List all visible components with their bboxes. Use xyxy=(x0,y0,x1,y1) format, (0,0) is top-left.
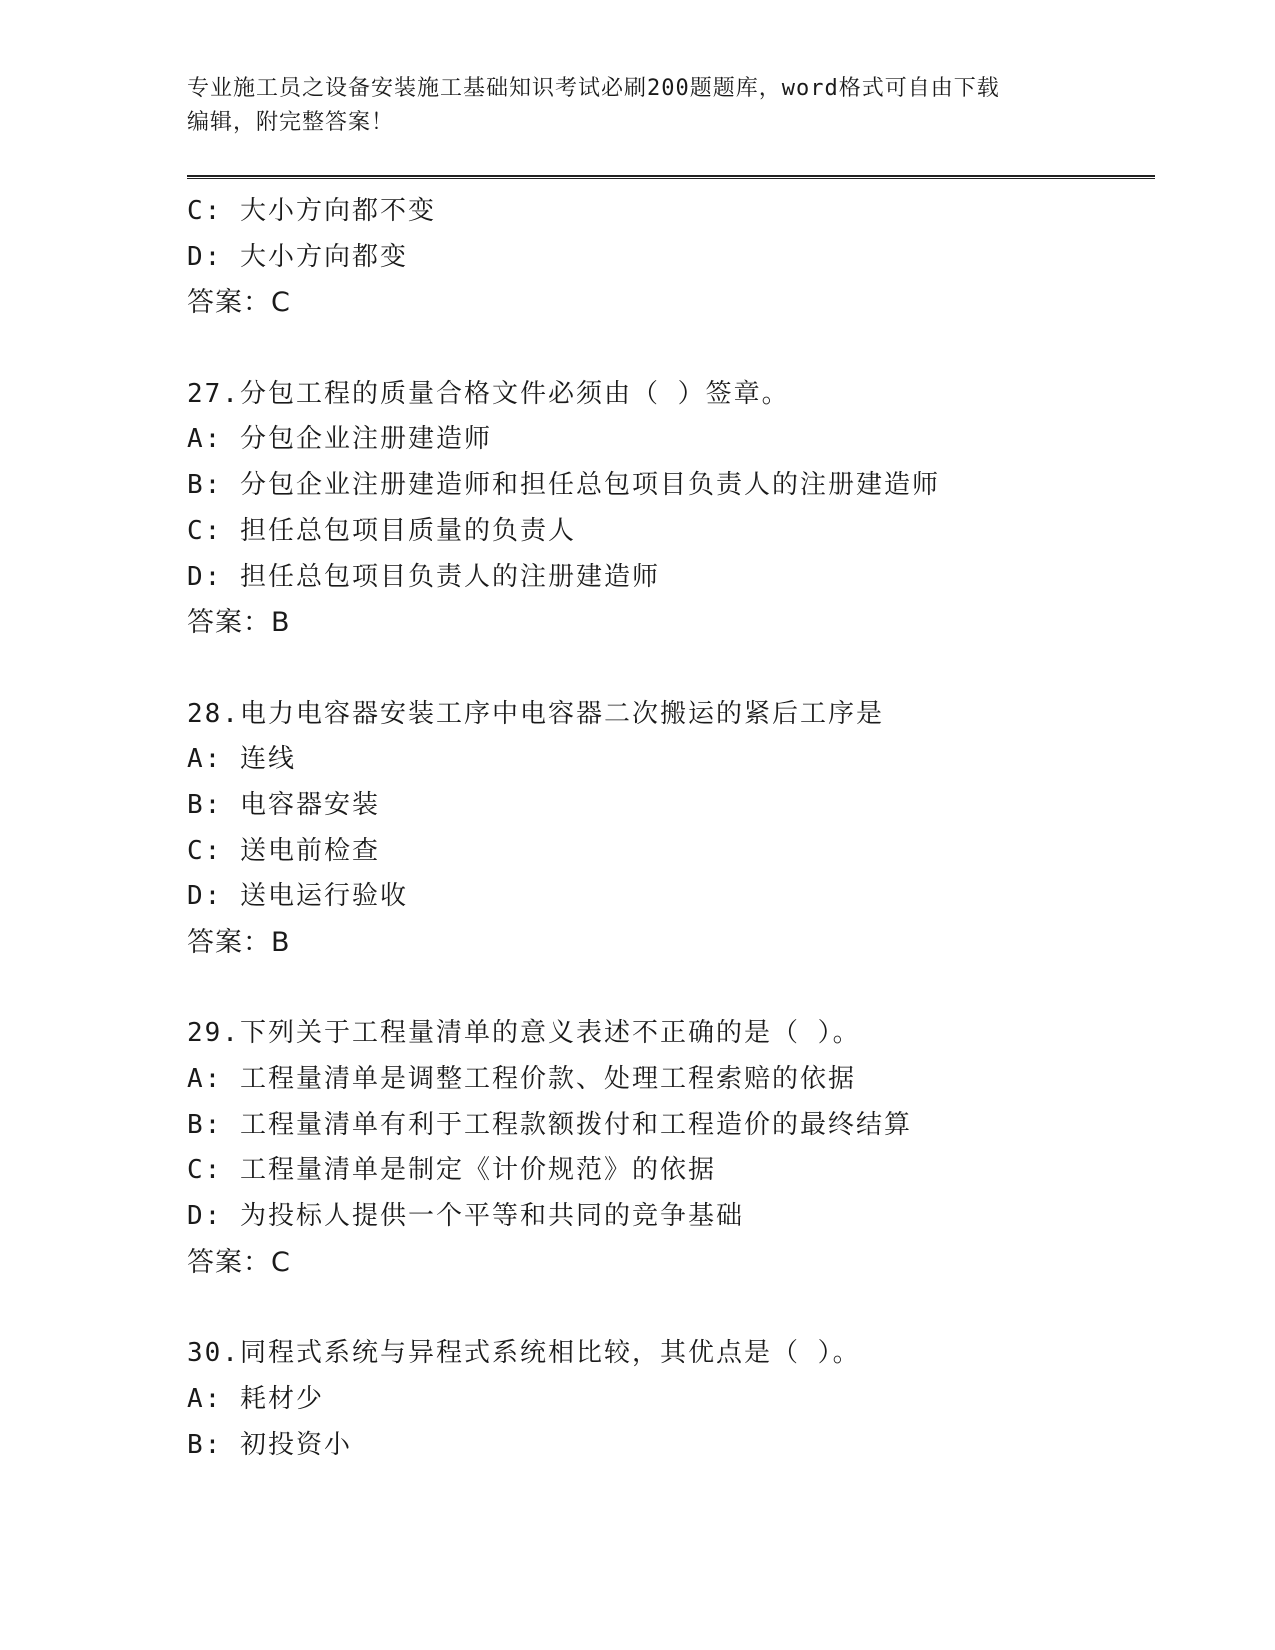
question-block-28 xyxy=(187,692,1155,966)
page-header xyxy=(187,72,1087,140)
option-d: D: 为投标人提供一个平等和共同的竞争基础 xyxy=(187,1201,744,1232)
option-d: D: 送电运行验收 xyxy=(187,881,408,912)
question-text: 28.电力电容器安装工序中电容器二次搬运的紧后工序是 xyxy=(187,698,884,729)
block-spacer xyxy=(187,326,1155,372)
option-d: D: 担任总包项目负责人的注册建造师 xyxy=(187,561,660,592)
option-b: B: 工程量清单有利于工程款额拨付和工程造价的最终结算 xyxy=(187,1109,912,1140)
header-divider xyxy=(187,175,1155,179)
block-spacer xyxy=(187,646,1155,692)
option-c: C: 工程量清单是制定《计价规范》的依据 xyxy=(187,1155,716,1186)
question-block-30 xyxy=(187,1331,1155,1468)
option-b: B: 电容器安装 xyxy=(187,789,380,820)
block-spacer xyxy=(187,966,1155,1012)
option-c: C: 担任总包项目质量的负责人 xyxy=(187,515,576,546)
option-a: A: 工程量清单是调整工程价款、处理工程索赔的依据 xyxy=(187,1064,856,1095)
header-title-line-1: 专业施工员之设备安装施工基础知识考试必刷200题题库，word格式可自由下载 xyxy=(187,76,1000,101)
option-d: D: 大小方向都变 xyxy=(187,241,408,272)
question-block-27 xyxy=(187,372,1155,646)
answer-line: 答案：C xyxy=(187,1246,291,1278)
option-c: C: 送电前检查 xyxy=(187,835,380,866)
question-text: 29.下列关于工程量清单的意义表述不正确的是（ ）。 xyxy=(187,1018,861,1049)
answer-line: 答案：B xyxy=(187,927,291,958)
block-spacer xyxy=(187,1286,1155,1332)
option-a: A: 分包企业注册建造师 xyxy=(187,424,492,455)
option-c: C: 大小方向都不变 xyxy=(187,196,436,226)
question-block-29 xyxy=(187,1011,1155,1285)
answer-line: 答案：C xyxy=(187,287,291,319)
option-b: B: 分包企业注册建造师和担任总包项目负责人的注册建造师 xyxy=(187,470,940,501)
question-list xyxy=(187,189,1155,1468)
option-b: B: 初投资小 xyxy=(187,1429,352,1460)
question-block-26 xyxy=(187,189,1155,326)
option-a: A: 连线 xyxy=(187,744,296,775)
question-text: 27.分包工程的质量合格文件必须由（ ）签章。 xyxy=(187,378,790,409)
header-title-line-2: 编辑，附完整答案！ xyxy=(187,110,395,135)
option-a: A: 耗材少 xyxy=(187,1383,324,1414)
answer-line: 答案：B xyxy=(187,607,291,639)
question-text: 30.同程式系统与异程式系统相比较，其优点是（ ）。 xyxy=(187,1338,861,1369)
